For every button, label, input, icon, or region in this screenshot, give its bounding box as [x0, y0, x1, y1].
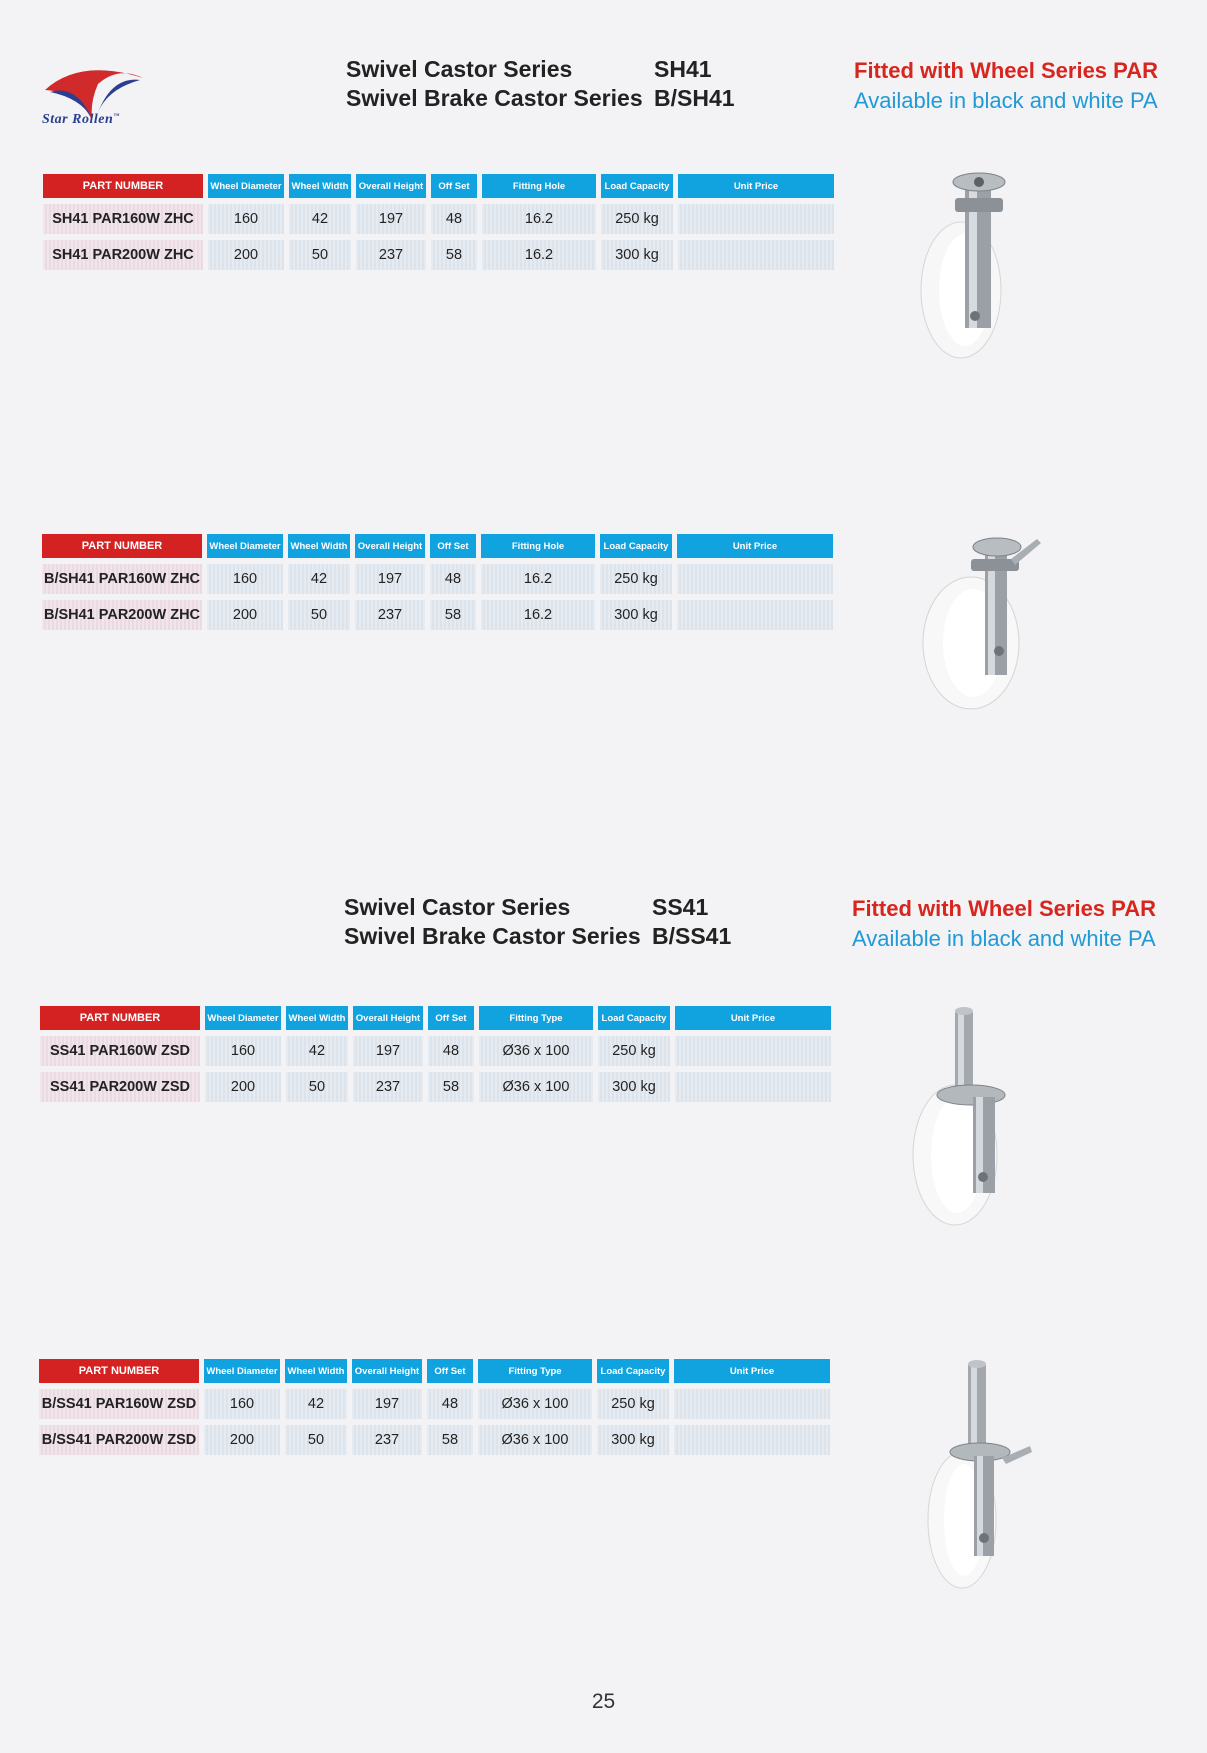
off-set: 58 — [431, 240, 477, 270]
available-colors-note: Available in black and white PA — [852, 926, 1156, 951]
col-load-capacity: Load Capacity — [597, 1359, 669, 1383]
load-capacity: 300 kg — [598, 1072, 670, 1102]
col-part-number: PART NUMBER — [42, 534, 202, 558]
table-row — [42, 600, 833, 630]
part-number: B/SS41 PAR200W ZSD — [39, 1425, 199, 1455]
swivel-castor-image — [915, 170, 1035, 360]
series-label: Swivel Brake Castor Series — [346, 85, 643, 111]
col-overall-height: Overall Height — [353, 1006, 423, 1030]
wheel-diameter: 200 — [204, 1425, 280, 1455]
col-part-number: PART NUMBER — [39, 1359, 199, 1383]
spec-table-bsh41 — [37, 528, 838, 636]
swivel-stem-castor-image — [905, 1005, 1025, 1235]
table-header-row — [40, 1006, 831, 1030]
col-load-capacity: Load Capacity — [600, 534, 672, 558]
table-row — [42, 564, 833, 594]
table-row — [39, 1389, 830, 1419]
table-header-row — [39, 1359, 830, 1383]
off-set: 58 — [430, 600, 476, 630]
unit-price — [675, 1036, 831, 1066]
series-code: B/SS41 — [652, 923, 732, 949]
wheel-diameter: 160 — [208, 204, 284, 234]
off-set: 58 — [427, 1425, 473, 1455]
overall-height: 197 — [356, 204, 426, 234]
load-capacity: 300 kg — [601, 240, 673, 270]
load-capacity: 250 kg — [598, 1036, 670, 1066]
wheel-width: 42 — [288, 564, 350, 594]
wheel-diameter: 200 — [208, 240, 284, 270]
wheel-width: 50 — [288, 600, 350, 630]
col-unit-price: Unit Price — [674, 1359, 830, 1383]
spec-table-ss41 — [35, 1000, 836, 1108]
part-number: SH41 PAR160W ZHC — [43, 204, 203, 234]
overall-height: 237 — [352, 1425, 422, 1455]
load-capacity: 250 kg — [597, 1389, 669, 1419]
unit-price — [675, 1072, 831, 1102]
swivel-brake-stem-castor-image — [920, 1360, 1040, 1595]
unit-price — [677, 600, 833, 630]
wheel-width: 42 — [286, 1036, 348, 1066]
unit-price — [674, 1389, 830, 1419]
col-wheel-width: Wheel Width — [285, 1359, 347, 1383]
unit-price — [678, 204, 834, 234]
wheel-note-2 — [852, 894, 1156, 954]
load-capacity: 250 kg — [601, 204, 673, 234]
swivel-brake-castor-image — [915, 535, 1045, 715]
series-code: SS41 — [652, 894, 709, 920]
wheel-width: 50 — [285, 1425, 347, 1455]
col-wheel-width: Wheel Width — [289, 174, 351, 198]
col-unit-price: Unit Price — [678, 174, 834, 198]
overall-height: 197 — [355, 564, 425, 594]
table-row — [43, 204, 834, 234]
col-overall-height: Overall Height — [356, 174, 426, 198]
available-colors-note: Available in black and white PA — [854, 88, 1158, 113]
fitting: 16.2 — [482, 240, 596, 270]
fitting: Ø36 x 100 — [479, 1072, 593, 1102]
col-fitting: Fitting Hole — [481, 534, 595, 558]
col-off-set: Off Set — [430, 534, 476, 558]
fitted-wheel-note: Fitted with Wheel Series PAR — [854, 58, 1158, 83]
table-row — [43, 240, 834, 270]
off-set: 48 — [428, 1036, 474, 1066]
col-wheel-width: Wheel Width — [288, 534, 350, 558]
series-label: Swivel Castor Series — [346, 56, 573, 82]
col-load-capacity: Load Capacity — [601, 174, 673, 198]
wheel-diameter: 160 — [204, 1389, 280, 1419]
col-unit-price: Unit Price — [675, 1006, 831, 1030]
col-wheel-diameter: Wheel Diameter — [205, 1006, 281, 1030]
part-number: SS41 PAR160W ZSD — [40, 1036, 200, 1066]
overall-height: 197 — [352, 1389, 422, 1419]
part-number: B/SS41 PAR160W ZSD — [39, 1389, 199, 1419]
series-code: SH41 — [654, 56, 712, 82]
overall-height: 237 — [356, 240, 426, 270]
table-row — [40, 1072, 831, 1102]
load-capacity: 250 kg — [600, 564, 672, 594]
col-wheel-width: Wheel Width — [286, 1006, 348, 1030]
col-wheel-diameter: Wheel Diameter — [208, 174, 284, 198]
fitting: Ø36 x 100 — [478, 1389, 592, 1419]
load-capacity: 300 kg — [600, 600, 672, 630]
spec-table-sh41 — [38, 168, 839, 276]
spec-table-bss41 — [34, 1353, 835, 1461]
col-fitting: Fitting Type — [478, 1359, 592, 1383]
overall-height: 237 — [355, 600, 425, 630]
wheel-diameter: 200 — [205, 1072, 281, 1102]
table-row — [39, 1425, 830, 1455]
part-number: B/SH41 PAR160W ZHC — [42, 564, 202, 594]
fitting: 16.2 — [481, 564, 595, 594]
wheel-width: 42 — [285, 1389, 347, 1419]
col-unit-price: Unit Price — [677, 534, 833, 558]
part-number: SS41 PAR200W ZSD — [40, 1072, 200, 1102]
part-number: SH41 PAR200W ZHC — [43, 240, 203, 270]
fitting: 16.2 — [481, 600, 595, 630]
wheel-width: 50 — [289, 240, 351, 270]
wheel-diameter: 200 — [207, 600, 283, 630]
fitting: 16.2 — [482, 204, 596, 234]
overall-height: 197 — [353, 1036, 423, 1066]
col-fitting: Fitting Type — [479, 1006, 593, 1030]
off-set: 58 — [428, 1072, 474, 1102]
part-number: B/SH41 PAR200W ZHC — [42, 600, 202, 630]
unit-price — [677, 564, 833, 594]
unit-price — [674, 1425, 830, 1455]
off-set: 48 — [431, 204, 477, 234]
table-header-row — [43, 174, 834, 198]
series-code: B/SH41 — [654, 85, 735, 111]
series-label: Swivel Brake Castor Series — [344, 923, 641, 949]
col-overall-height: Overall Height — [352, 1359, 422, 1383]
table-header-row — [42, 534, 833, 558]
off-set: 48 — [427, 1389, 473, 1419]
col-off-set: Off Set — [428, 1006, 474, 1030]
col-part-number: PART NUMBER — [43, 174, 203, 198]
wheel-diameter: 160 — [207, 564, 283, 594]
overall-height: 237 — [353, 1072, 423, 1102]
wheel-diameter: 160 — [205, 1036, 281, 1066]
page-number: 25 — [591, 1690, 616, 1713]
fitting: Ø36 x 100 — [478, 1425, 592, 1455]
col-off-set: Off Set — [427, 1359, 473, 1383]
col-off-set: Off Set — [431, 174, 477, 198]
col-load-capacity: Load Capacity — [598, 1006, 670, 1030]
col-wheel-diameter: Wheel Diameter — [207, 534, 283, 558]
fitting: Ø36 x 100 — [479, 1036, 593, 1066]
series-header-ss41 — [344, 893, 731, 951]
load-capacity: 300 kg — [597, 1425, 669, 1455]
wheel-note-1 — [854, 56, 1158, 116]
table-row — [40, 1036, 831, 1066]
off-set: 48 — [430, 564, 476, 594]
series-label: Swivel Castor Series — [344, 894, 571, 920]
col-fitting: Fitting Hole — [482, 174, 596, 198]
wheel-width: 50 — [286, 1072, 348, 1102]
col-part-number: PART NUMBER — [40, 1006, 200, 1030]
fitted-wheel-note: Fitted with Wheel Series PAR — [852, 896, 1156, 921]
wheel-width: 42 — [289, 204, 351, 234]
brand-name: Star Rollen™ — [42, 112, 120, 127]
col-overall-height: Overall Height — [355, 534, 425, 558]
series-header-sh41 — [346, 55, 735, 113]
col-wheel-diameter: Wheel Diameter — [204, 1359, 280, 1383]
unit-price — [678, 240, 834, 270]
